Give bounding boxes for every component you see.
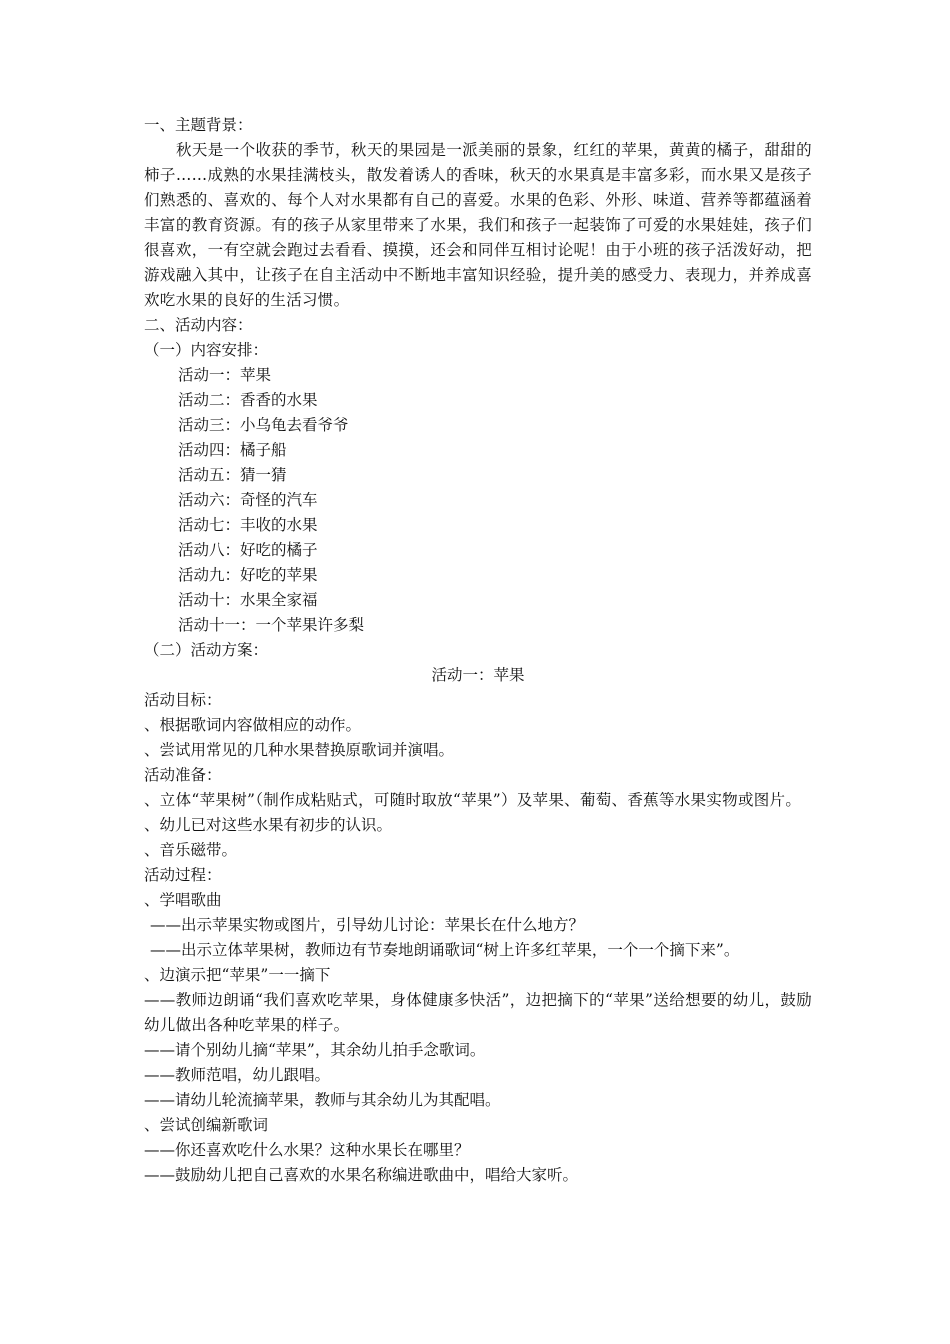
background-paragraph: 秋天是一个收获的季节，秋天的果园是一派美丽的景象，红红的苹果，黄黄的橘子，甜甜的柿子……成熟的水果挂满枝头，散发着诱人的香味，秋天的水果真是丰富多彩，而水果又是孩子们熟悉的、喜欢的、每个人对水果都有自己的喜爱。水果的色彩、外形、味道、营养等都蕴涵着丰富的教育资源。有的孩子从家里带来了水果，我们和孩子一起装饰了可爱的水果娃娃，孩子们很喜欢，一有空就会跑过去看看、摸摸，还会和同伴互相讨论呢！由于小班的孩子活泼好动，把游戏融入其中，让孩子在自主活动中不断地丰富知识经验，提升美的感受力、表现力，并养成喜欢吃水果的良好的生活习惯。 [144, 141, 812, 309]
activity-item: 活动八：好吃的橘子 [178, 541, 318, 559]
plan-title: 活动一：苹果 [431, 666, 525, 684]
activity-item: 活动五：猜一猜 [178, 466, 287, 484]
section-heading-background: 一、主题背景： [144, 116, 253, 134]
process-line: ——出示立体苹果树，教师边有节奏地朗诵歌词“树上许多红苹果，一个一个摘下来”。 [150, 941, 740, 959]
activity-item: 活动三：小乌龟去看爷爷 [178, 416, 349, 434]
section-heading-content: 二、活动内容： [144, 316, 253, 334]
prep-item: 、立体“苹果树”（制作成粘贴式，可随时取放“苹果”）及苹果、葡萄、香蕉等水果实物或图片。 [144, 791, 802, 809]
sub-heading-plan: （二）活动方案： [144, 641, 269, 659]
prep-item: 、幼儿已对这些水果有初步的认识。 [144, 816, 393, 834]
process-line: ——鼓励幼儿把自己喜欢的水果名称编进歌曲中，唱给大家听。 [144, 1166, 579, 1184]
process-line: ——教师范唱，幼儿跟唱。 [144, 1066, 331, 1084]
process-step: 、边演示把“苹果”一一摘下 [144, 966, 331, 984]
process-line: ——教师边朗诵“我们喜欢吃苹果，身体健康多快活”，边把摘下的“苹果”送给想要的幼儿，鼓励幼儿做出各种吃苹果的样子。 [144, 991, 812, 1034]
activity-item: 活动四：橘子船 [178, 441, 287, 459]
process-line: ——请个别幼儿摘“苹果”，其余幼儿拍手念歌词。 [144, 1041, 486, 1059]
activity-item: 活动七：丰收的水果 [178, 516, 318, 534]
process-line: ——你还喜欢吃什么水果？这种水果长在哪里？ [144, 1141, 470, 1159]
goal-item: 、尝试用常见的几种水果替换原歌词并演唱。 [144, 741, 455, 759]
sub-heading-arrangement: （一）内容安排： [144, 341, 269, 359]
prep-item: 、音乐磁带。 [144, 841, 238, 859]
process-line: ——出示苹果实物或图片，引导幼儿讨论：苹果长在什么地方？ [150, 916, 585, 934]
process-step: 、学唱歌曲 [144, 891, 222, 909]
document-page [144, 113, 812, 1188]
activity-item: 活动九：好吃的苹果 [178, 566, 318, 584]
activity-item: 活动十一：一个苹果许多梨 [178, 616, 365, 634]
activity-item: 活动一：苹果 [178, 366, 272, 384]
process-heading: 活动过程： [144, 866, 222, 884]
goals-heading: 活动目标： [144, 691, 222, 709]
activity-item: 活动十：水果全家福 [178, 591, 318, 609]
process-line: ——请幼儿轮流摘苹果，教师与其余幼儿为其配唱。 [144, 1091, 501, 1109]
process-step: 、尝试创编新歌词 [144, 1116, 269, 1134]
goal-item: 、根据歌词内容做相应的动作。 [144, 716, 362, 734]
activity-item: 活动二：香香的水果 [178, 391, 318, 409]
activity-item: 活动六：奇怪的汽车 [178, 491, 318, 509]
prep-heading: 活动准备： [144, 766, 222, 784]
